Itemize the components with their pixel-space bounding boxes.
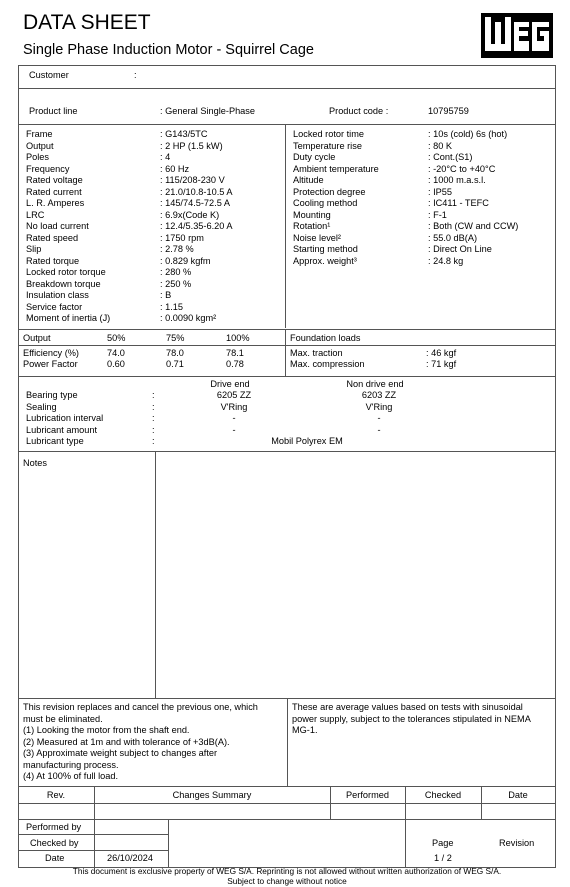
max-compression-value: : 71 kgf — [426, 359, 457, 369]
spec-value: : Direct On Line — [428, 244, 492, 254]
bearing-label: Lubrication interval — [26, 413, 104, 423]
date-header: Date — [508, 790, 528, 800]
spec-value: : IP55 — [428, 186, 453, 197]
spec-label: Rated current — [26, 186, 82, 197]
spec-value: : 0.0090 kgm² — [160, 313, 217, 323]
revision-label: Revision — [499, 838, 535, 848]
spec-value: : F-1 — [428, 209, 447, 220]
footnote-line: (4) At 100% of full load. — [23, 771, 118, 781]
notes-title: Notes — [23, 458, 48, 468]
non-drive-end-header: Non drive end — [346, 379, 404, 389]
spec-label: Insulation class — [26, 290, 89, 300]
non-drive-end-value: 6203 ZZ — [361, 390, 397, 400]
power-factor-75: 0.71 — [166, 359, 184, 369]
spec-label: Rated torque — [26, 255, 80, 266]
specs-right-labels — [293, 129, 379, 267]
spec-label: Rotation¹ — [293, 221, 331, 231]
lubricant-type-value: Mobil Polyrex EM — [271, 436, 343, 446]
spec-label: Mounting — [293, 209, 331, 220]
page-label: Page — [432, 838, 454, 848]
spec-value: : 2 HP (1.5 kW) — [160, 140, 223, 151]
footnote-line: This revision replaces and cancel the previous one, which — [23, 702, 258, 712]
specs-left-labels — [26, 129, 110, 325]
spec-value: : 250 % — [160, 278, 192, 289]
footnote-line: MG-1. — [292, 725, 318, 735]
spec-value: : 115/208-230 V — [160, 175, 225, 185]
spec-label: Frame — [26, 129, 53, 139]
spec-label: Rated speed — [26, 232, 79, 243]
changes-summary-header: Changes Summary — [172, 790, 252, 800]
spec-label: Duty cycle — [293, 152, 336, 162]
spec-value: : 280 % — [160, 267, 192, 277]
bearing-label: Lubricant amount — [26, 424, 97, 435]
spec-value: : 80 K — [428, 140, 453, 151]
bearing-separators — [152, 390, 155, 448]
footnotes-right — [292, 702, 531, 737]
power-factor-100: 0.78 — [226, 359, 244, 369]
spec-label: Breakdown torque — [26, 278, 101, 289]
power-factor-label: Power Factor — [23, 359, 78, 369]
spec-label: Ambient temperature — [293, 163, 379, 174]
footnotes-left — [23, 702, 258, 783]
efficiency-50: 74.0 — [107, 348, 125, 358]
spec-label: Poles — [26, 152, 49, 162]
footnote-line: must be eliminated. — [23, 713, 103, 724]
spec-value: : Cont.(S1) — [428, 152, 473, 162]
spec-value: : 4 — [160, 152, 171, 162]
max-traction-value: : 46 kgf — [426, 348, 457, 358]
footnote-line: (3) Approximate weight subject to changes after — [23, 748, 218, 758]
spec-label: Frequency — [26, 163, 70, 174]
spec-label: LRC — [26, 209, 45, 220]
non-drive-end-value: V'Ring — [365, 401, 393, 412]
spec-value: : 1.15 — [160, 301, 183, 312]
customer-label: Customer — [29, 70, 69, 80]
performance-header-output: Output — [23, 333, 51, 343]
spec-value: : 60 Hz — [160, 163, 190, 174]
spec-value: : 24.8 kg — [428, 255, 464, 266]
bearing-separator: : — [152, 401, 155, 412]
spec-value: : 1750 rpm — [160, 232, 204, 243]
spec-label: Locked rotor time — [293, 129, 364, 139]
drive-end-header: Drive end — [210, 379, 250, 389]
drive-end-value: 6205 ZZ — [216, 390, 252, 400]
efficiency-100: 78.1 — [226, 348, 244, 358]
foundation-loads-title: Foundation loads — [290, 333, 361, 343]
performance-header-75: 75% — [166, 333, 185, 343]
spec-value: : B — [160, 290, 172, 300]
max-compression-label: Max. compression — [290, 359, 365, 369]
spec-label: Moment of inertia (J) — [26, 313, 111, 323]
specs-left-values — [160, 129, 233, 325]
drive-end-value: - — [232, 424, 236, 435]
spec-label: Slip — [26, 244, 42, 254]
bearing-label: Lubricant type — [26, 436, 84, 446]
spec-label: Starting method — [293, 244, 358, 254]
performance-header-100: 100% — [226, 333, 250, 343]
drive-end-value: - — [232, 413, 236, 423]
spec-label: No load current — [26, 221, 89, 231]
power-factor-50: 0.60 — [107, 359, 125, 369]
weg-logo — [481, 13, 553, 58]
spec-value: : 10s (cold) 6s (hot) — [428, 129, 508, 139]
bearing-labels — [26, 390, 103, 448]
spec-value: : G143/5TC — [160, 129, 208, 139]
product-code-value: 10795759 — [428, 106, 469, 116]
page-value: 1 / 2 — [434, 853, 452, 863]
footer-disclaimer: This document is exclusive property of WEG S/A. Reprinting is not allowed without written authorization of WEG S/A. — [72, 866, 502, 876]
spec-label: Locked rotor torque — [26, 267, 106, 277]
bearing-separator: : — [152, 413, 155, 423]
spec-label: Temperature rise — [293, 140, 362, 151]
non-drive-end-value: - — [377, 413, 381, 423]
spec-label: Service factor — [26, 301, 83, 312]
product-line-label: Product line — [29, 106, 78, 116]
performed-by-label: Performed by — [26, 822, 82, 832]
footnote-line: These are average values based on tests with sinusoidal — [292, 702, 523, 712]
customer-separator: : — [134, 70, 137, 80]
footnote-line: (1) Looking the motor from the shaft end. — [23, 725, 190, 735]
spec-value: : IC411 - TEFC — [428, 198, 489, 208]
date-label: Date — [45, 853, 65, 863]
bearing-separator: : — [152, 424, 155, 435]
bearing-label: Sealing — [26, 401, 57, 412]
efficiency-label: Efficiency (%) — [23, 348, 79, 358]
performance-header-50: 50% — [107, 333, 126, 343]
bearing-separator: : — [152, 390, 155, 400]
spec-value: : 2.78 % — [160, 244, 194, 254]
spec-value: : 145/74.5-72.5 A — [160, 198, 230, 208]
spec-label: Output — [26, 140, 54, 151]
footnote-line: manufacturing process. — [23, 759, 119, 770]
product-code-label: Product code : — [329, 106, 389, 116]
spec-value: : 12.4/5.35-6.20 A — [160, 221, 233, 231]
bearing-separator: : — [152, 436, 155, 446]
spec-value: : 0.829 kgfm — [160, 255, 211, 266]
performed-header: Performed — [346, 790, 389, 800]
spec-value: : Both (CW and CCW) — [428, 221, 519, 231]
spec-value: : 6.9x(Code K) — [160, 209, 220, 220]
spec-label: Cooling method — [293, 198, 358, 208]
document-subtitle: Single Phase Induction Motor - Squirrel Cage — [23, 42, 314, 58]
spec-label: Altitude — [293, 175, 324, 185]
bearing-label: Bearing type — [26, 390, 78, 400]
spec-value: : 55.0 dB(A) — [428, 232, 478, 243]
document-title: DATA SHEET — [23, 11, 151, 34]
spec-label: L. R. Amperes — [26, 198, 85, 208]
product-line-value: : General Single-Phase — [160, 106, 255, 116]
spec-value: : 1000 m.a.s.l. — [428, 175, 486, 185]
max-traction-label: Max. traction — [290, 348, 343, 358]
spec-label: Noise level² — [293, 232, 341, 243]
specs-right-values — [428, 129, 518, 267]
non-drive-end-value: - — [377, 424, 381, 435]
spec-value: : 21.0/10.8-10.5 A — [160, 186, 233, 197]
spec-label: Rated voltage — [26, 175, 83, 185]
footer-subject-to-change: Subject to change without notice — [227, 876, 347, 886]
footnote-line: power supply, subject to the tolerances stipulated in NEMA — [292, 713, 531, 724]
spec-label: Approx. weight³ — [293, 255, 357, 266]
rev-header: Rev. — [46, 790, 66, 800]
date-value: 26/10/2024 — [107, 853, 153, 863]
checked-by-label: Checked by — [30, 838, 79, 848]
checked-header: Checked — [424, 790, 462, 800]
spec-value: : -20°C to +40°C — [428, 163, 496, 174]
drive-end-value: V'Ring — [220, 401, 248, 412]
footnote-line: (2) Measured at 1m and with tolerance of +3dB(A). — [23, 736, 230, 747]
spec-label: Protection degree — [293, 186, 366, 197]
efficiency-75: 78.0 — [166, 348, 184, 358]
